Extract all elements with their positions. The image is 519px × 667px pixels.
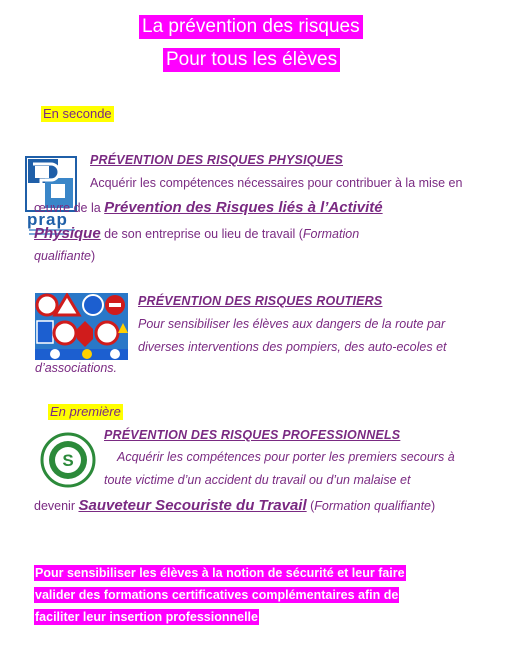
title-line-2: Pour tous les élèves	[163, 48, 340, 72]
prap-logo-text: prap	[27, 210, 68, 229]
footer-line-3: faciliter leur insertion professionnelle	[35, 610, 258, 624]
physique-line-3-italic: Formation	[302, 227, 360, 241]
heading-risques-professionnels: PRÉVENTION DES RISQUES PROFESSIONNELS	[104, 428, 401, 442]
label-en-premiere: En première	[50, 404, 121, 419]
heading-risques-physiques: PRÉVENTION DES RISQUES PHYSIQUES	[90, 153, 343, 167]
pro-line-1-text: Acquérir les compétences pour porter les premiers secours à	[117, 450, 455, 464]
footer-line-1: Pour sensibiliser les élèves à la notion de sécurité et leur faire	[35, 566, 405, 580]
routiers-line-1	[138, 313, 445, 336]
physique-line-4	[34, 245, 95, 268]
pro-sst-text: Sauveteur Secouriste du Travail	[78, 497, 307, 514]
pro-line-3-italic: Formation qualifiante	[314, 499, 432, 513]
footer-line-2: valider des formations certificatives complémentaires afin de	[35, 588, 399, 602]
pro-line-3	[34, 494, 435, 518]
physique-word: Physique	[34, 225, 101, 242]
sst-badge	[40, 432, 96, 488]
pro-line-2-text: toute victime d’un accident du travail ou d’un malaise et	[104, 473, 411, 487]
road-signs-icon	[35, 293, 128, 360]
title-line-1: La prévention des risques	[139, 15, 363, 39]
pro-line-3-pre: devenir	[34, 499, 79, 513]
routiers-line-1-text: Pour sensibiliser les élèves aux dangers de la route par	[138, 317, 446, 331]
physique-line-2-pre: œuvre de la	[34, 201, 105, 215]
heading-risques-routiers: PRÉVENTION DES RISQUES ROUTIERS	[138, 294, 383, 308]
physique-line-1: Acquérir les compétences nécessaires pour contribuer à la mise en	[90, 176, 463, 190]
physique-line-4-italic: qualifiante	[34, 249, 91, 263]
label-en-seconde: En seconde	[43, 106, 112, 121]
sst-badge-icon	[40, 432, 96, 488]
routiers-line-3-text: d’associations.	[35, 361, 117, 375]
physique-line-3	[34, 222, 359, 246]
pro-line-3-mid: (	[306, 499, 315, 513]
routiers-line-2-text: diverses interventions des pompiers, des auto-ecoles et	[138, 340, 447, 354]
routiers-line-3	[35, 357, 117, 380]
physique-line-4-post: )	[91, 249, 96, 263]
physique-prap-link-text: Prévention des Risques liés à l’Activité	[104, 199, 383, 216]
road-signs-image	[35, 293, 128, 360]
sst-badge-letter: S	[62, 451, 74, 470]
pro-line-1	[117, 446, 455, 469]
pro-line-2	[104, 469, 410, 492]
pro-line-3-post: )	[431, 499, 436, 513]
routiers-line-2	[138, 336, 447, 359]
physique-line-2	[34, 196, 383, 220]
physique-line-3-mid: de son entreprise ou lieu de travail (	[100, 227, 303, 241]
